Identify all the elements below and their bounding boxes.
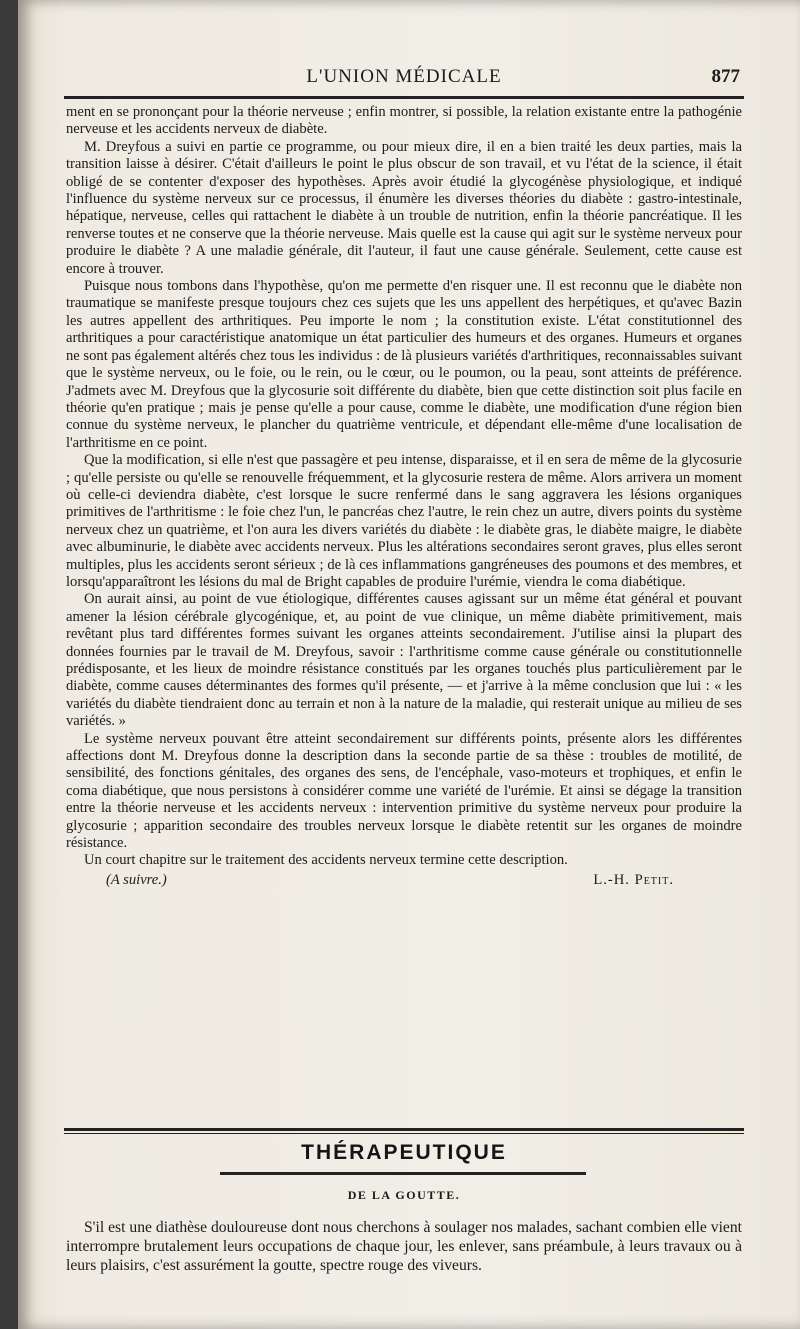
section-title: THÉRAPEUTIQUE [301,1141,507,1164]
header-rule [64,96,744,99]
page-header [64,62,744,92]
article-signature [66,872,742,892]
continuation-note: (A suivre.) [106,871,167,888]
article-paragraph: Puisque nous tombons dans l'hypothèse, qu'on me permette d'en risquer une. Il est reconnu que le diabète non traumatique se manifeste presque toujours chez ces sujets que les uns appellent des herpétiques, et qu'avec Bazin les autres appellent des arthritiques. Peu importe le nom ; la constitution existe. L'état constitutionnel des arthritiques a pour caractéristique anatomique un état particulier des humeurs et des organes. Humeurs et organes ne sont pas également altérés chez tous les individus : de là plusieurs variétés d'arthritiques, reconnaissables suivant que le système nerveux, ou le foie, ou le rein, ou le cœur, ou le poumon, ou la peau, sont atteints de préférence. J'admets avec M. Dreyfous que la glycosurie soit différente du diabète, bien que cette distinction soit plus facile en théorie qu'en pratique ; mais je pense qu'elle a pour cause, comme le diabète, une modification d'une région bien connue du système nerveux, le plancher du quatrième ventricule, et dépendant elle-même d'une localisation de l'arthritisme en ce point. [66,278,742,451]
running-title: L'UNION MÉDICALE [306,66,502,87]
article-paragraph: Que la modification, si elle n'est que passagère et peu intense, disparaisse, et il en sera de même de la glycosurie ; qu'elle persiste ou qu'elle se renouvelle fréquemment, et la glycosurie restera de même. Alors arrivera un moment où celle-ci deviendra diabète, c'est lorsque le sucre renfermé dans le sang aggravera les lésions organiques primitives de l'arthritisme : le foie chez l'un, le pancréas chez l'autre, le rein chez un autre, divers points du système nerveux chez un quatrième, et l'on aura les divers variétés du diabète : le diabète gras, le diabète maigre, le diabète avec albuminurie, le diabète avec accidents nerveux. Plus les altérations secondaires seront graves, plus elles seront multiples, plus les accidents seront sérieux ; de là ces inflammations gangréneuses des poumons et des membres, et lorsqu'apparaîtront les lésions du mal de Bright capables de produire l'urémie, viendra le coma diabétique. [66,452,742,590]
section-body [66,1218,742,1275]
section-subtitle: DE LA GOUTTE. [347,1188,461,1202]
author-name: L.-H. Petit. [593,871,674,888]
article-body [66,104,742,892]
section-title-rule [220,1172,586,1175]
article-paragraph: M. Dreyfous a suivi en partie ce programme, ou pour mieux dire, il en a bien traité les deux parties, mais la transition laisse à désirer. C'était d'ailleurs le point le plus obscur de son travail, et vu l'état de la science, il était obligé de se contenter d'exposer des hypothèses. Après avoir étudié la glycogénèse physiologique, et indiqué l'influence du système nerveux sur ce processus, il énumère les diverses théories du diabète : gastro-intestinale, hépatique, nerveuse, celles qui rattachent le diabète à un trouble de nutrition, enfin la théorie pancréatique. Il les renverse toutes et ne conserve que la théorie nerveuse. Mais quelle est la cause qui agit sur le système nerveux pour produire le diabète ? A une maladie générale, dit l'auteur, il faut une cause générale. Seulement, cette cause est encore à trouver. [66,138,742,277]
section-divider [64,1128,744,1134]
article-paragraph: ment en se prononçant pour la théorie nerveuse ; enfin montrer, si possible, la relation existante entre la pathogénie nerveuse et les accidents nerveux de diabète. [66,104,742,138]
section-paragraph: S'il est une diathèse douloureuse dont nous cherchons à soulager nos malades, sachant combien elle vient interrompre brutalement leurs occupations de chaque jour, les enlever, sans préambule, à leurs travaux ou à leurs plaisirs, c'est assurément la goutte, spectre rouge des viveurs. [66,1219,742,1274]
article-paragraph: On aurait ainsi, au point de vue étiologique, différentes causes agissant sur un même état général et pouvant amener la lésion cérébrale glycogénique, et, au point de vue clinique, un même diabète primitivement, mais revêtant plus tard différentes formes suivant les organes atteints secondairement. J'utilise ainsi la plupart des données fournies par le travail de M. Dreyfous, savoir : l'arthritisme comme cause générale ou constitutionnelle prédisposante, et les lieux de moindre résistance constitués par les organes touchés plus particulièrement par le diabète, comme causes déterminantes des formes qu'il présente, — et j'arrive à la même conclusion que lui : « les variétés du diabète tiendraient donc au terrain et non à la nature de la maladie, qui resterait unique au milieu de ses variétés. » [66,591,742,730]
page-number: 877 [711,66,740,87]
article-paragraph: Un court chapitre sur le traitement des accidents nerveux termine cette description. [84,852,568,869]
article-paragraph: Le système nerveux pouvant être atteint secondairement sur différents points, présente alors les différentes affections dont M. Dreyfous donne la description dans la seconde partie de sa thèse : troubles de motilité, de sensibilité, des fonctions génitales, des organes des sens, de l'encéphale, vaso-moteurs et trophiques, et enfin le coma diabétique, que nous persistons à considérer comme une variété de l'urémie. Et ainsi se dégage la transition entre la théorie nerveuse et les accidents nerveux : intervention primitive du système nerveux pour produire la glycosurie ; apparition secondaire des troubles nerveux lorsque le diabète retentit sur les organes de moindre résistance. [66,730,742,852]
